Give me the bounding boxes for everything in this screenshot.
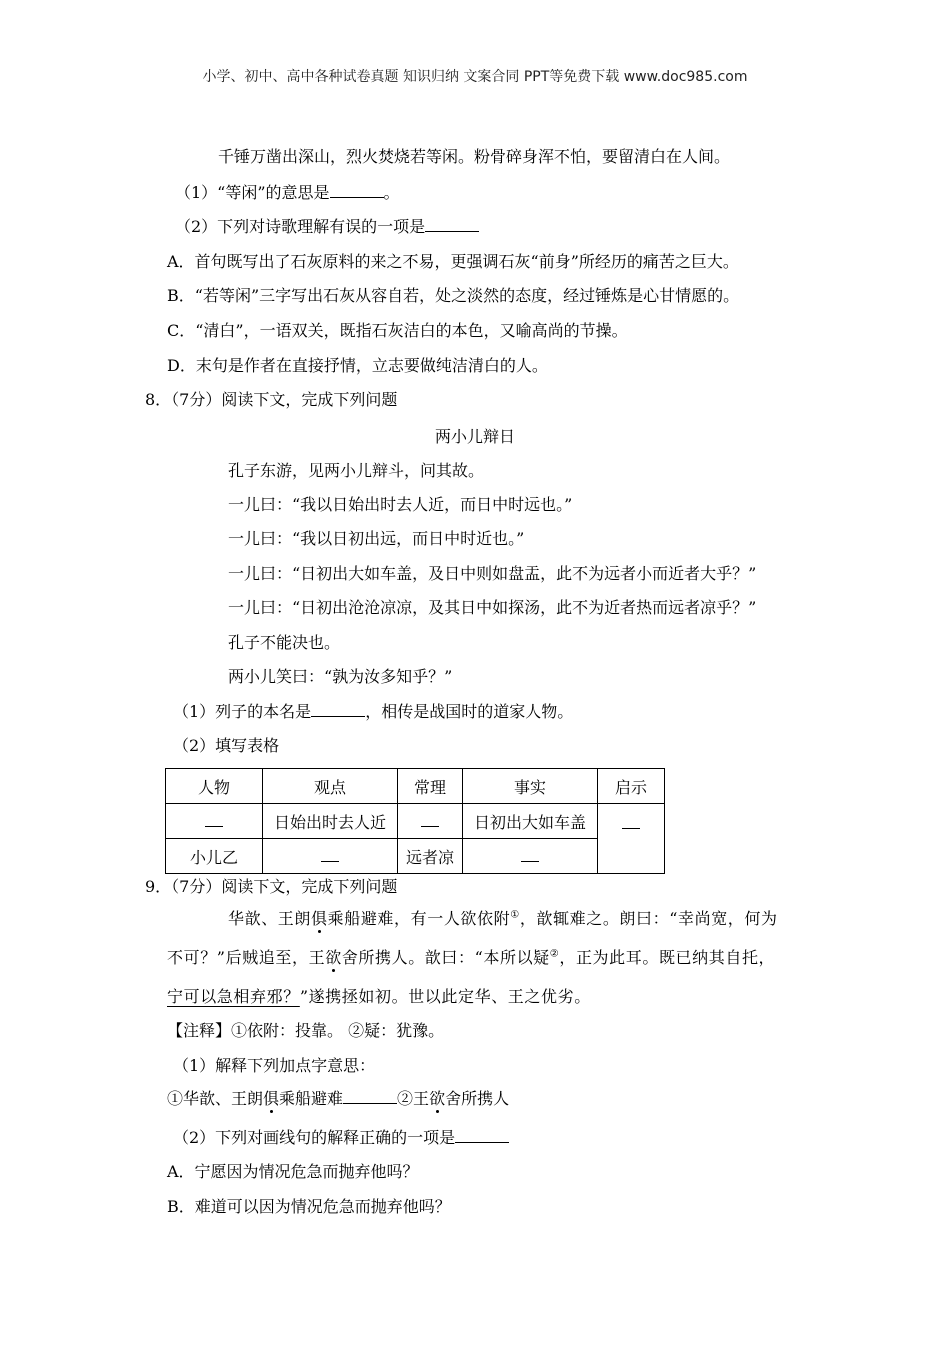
passage-line: 一儿曰：“日初出沧沧凉凉，及其日中如探汤，此不为近者热而远者凉乎？” — [228, 598, 757, 617]
q8-sub1-end: ，相传是战国时的道家人物。 — [365, 702, 574, 721]
q7-sub2-text: （2）下列对诗歌理解有误的一项是 — [175, 217, 426, 236]
q9-option-b: B．难道可以因为情况危急而抛弃他吗？ — [167, 1197, 451, 1216]
text-run: ②王 — [397, 1089, 430, 1108]
text-run: 舍所携人。歆曰：“本所以疑 — [341, 948, 550, 967]
q8-sub1 — [173, 701, 573, 723]
header-principle: 常理 — [398, 769, 463, 804]
cell-viewpoint: 日始出时去人近 — [263, 804, 398, 839]
poem-line: 千锤万凿出深山，烈火焚烧若等闲。粉骨碎身浑不怕，要留清白在人间。 — [218, 147, 731, 166]
text-run: 舍所携人 — [445, 1089, 510, 1108]
passage-line: 两小儿笑曰：“孰为汝多知乎？” — [228, 667, 453, 686]
header-person: 人物 — [166, 769, 263, 804]
text-run: 乘船避难，有一人欲依附 — [327, 909, 511, 928]
q7-sub2 — [175, 216, 479, 238]
q8-sub2: （2）填写表格 — [173, 736, 280, 755]
q9-notes: 【注释】①依附：投靠。 ②疑：犹豫。 — [167, 1021, 445, 1040]
text-run: ，正为此耳。既已纳其自托， — [559, 948, 776, 967]
cell-fact: 日初出大如车盖 — [463, 804, 598, 839]
table-row — [166, 804, 665, 839]
q9-option-a: A．宁愿因为情况危急而抛弃他吗？ — [167, 1162, 419, 1181]
q7-sub1 — [175, 182, 400, 204]
page-header: 小学、初中、高中各种试卷真题 知识归纳 文案合同 PPT等免费下载 www.doc985.com — [202, 69, 748, 85]
text-run: ，歆辄难之。朗曰：“幸尚宽，何为 — [519, 909, 778, 928]
cell-blank[interactable] — [263, 839, 398, 874]
blank-line — [321, 849, 339, 862]
q9-passage-line2 — [167, 947, 775, 969]
header-fact: 事实 — [463, 769, 598, 804]
dotted-char: 欲 — [429, 1089, 446, 1108]
q8-heading: 8．（7分）阅读下文，完成下列问题 — [145, 390, 398, 409]
q8-sub1-text: （1）列子的本名是 — [173, 702, 312, 721]
passage-title: 两小儿辩日 — [434, 427, 515, 446]
underlined-sentence: 宁可以急相弃邪？ — [167, 987, 300, 1006]
header-viewpoint: 观点 — [263, 769, 398, 804]
q7-option-a: A．首句既写出了石灰原料的来之不易，更强调石灰“前身”所经历的痛苦之巨大。 — [167, 252, 739, 271]
q9-sub2 — [173, 1127, 509, 1149]
blank-line — [521, 849, 539, 862]
cell-person: 小儿乙 — [166, 839, 263, 874]
answer-blank[interactable] — [311, 702, 365, 717]
q9-sub2-text: （2）下列对画线句的解释正确的一项是 — [173, 1128, 456, 1147]
text-run: 乘船避难 — [279, 1089, 344, 1108]
text-run: 不可？”后贼追至，王 — [167, 948, 326, 967]
cell-blank[interactable] — [166, 804, 263, 839]
answer-blank[interactable] — [425, 217, 479, 232]
q9-passage-line1 — [228, 908, 778, 930]
dotted-char: 俱 — [263, 1089, 280, 1108]
dotted-char: 俱 — [311, 909, 328, 928]
blank-line — [205, 814, 223, 827]
cell-principle: 远者凉 — [398, 839, 463, 874]
text-run: ①华歆、王朗 — [167, 1089, 264, 1108]
passage-line: 一儿曰：“日初出大如车盖，及日中则如盘盂，此不为远者小而近者大乎？” — [228, 564, 757, 583]
note-mark: ① — [510, 909, 520, 921]
text-run: 华歆、王朗 — [228, 909, 312, 928]
answer-blank[interactable] — [455, 1128, 509, 1143]
header-lesson: 启示 — [598, 769, 665, 804]
cell-blank[interactable] — [463, 839, 598, 874]
passage-line: 一儿曰：“我以日始出时去人近，而日中时远也。” — [228, 495, 573, 514]
answer-blank[interactable] — [343, 1089, 397, 1104]
q7-sub1-text: （1）“等闲”的意思是 — [175, 183, 330, 202]
answer-table — [165, 768, 665, 874]
q7-option-c: C．“清白”，一语双关，既指石灰洁白的本色，又喻高尚的节操。 — [167, 321, 628, 340]
table-row — [166, 839, 665, 874]
q7-option-d: D．末句是作者在直接抒情，立志要做纯洁清白的人。 — [167, 356, 548, 375]
q9-passage-line3 — [167, 986, 591, 1008]
note-mark: ② — [549, 948, 560, 960]
passage-line: 一儿曰：“我以日初出远，而日中时近也。” — [228, 529, 525, 548]
blank-line — [622, 816, 640, 829]
cell-blank[interactable] — [598, 804, 665, 874]
q9-heading: 9．（7分）阅读下文，完成下列问题 — [145, 877, 398, 896]
q9-sub1: （1）解释下列加点字意思： — [173, 1056, 376, 1075]
text-run: ”遂携拯如初。世以此定华、王之优劣。 — [299, 987, 591, 1006]
q7-option-b: B．“若等闲”三字写出石灰从容自若，处之淡然的态度，经过锤炼是心甘情愿的。 — [167, 286, 740, 305]
passage-line: 孔子东游，见两小儿辩斗，问其故。 — [228, 461, 485, 480]
cell-blank[interactable] — [398, 804, 463, 839]
q9-sub1-items — [167, 1088, 509, 1110]
dotted-char: 欲 — [325, 948, 342, 967]
answer-blank[interactable] — [330, 183, 384, 198]
table-header-row — [166, 769, 665, 804]
blank-line — [421, 814, 439, 827]
q7-sub1-end: 。 — [383, 183, 400, 202]
passage-line: 孔子不能决也。 — [228, 633, 341, 652]
